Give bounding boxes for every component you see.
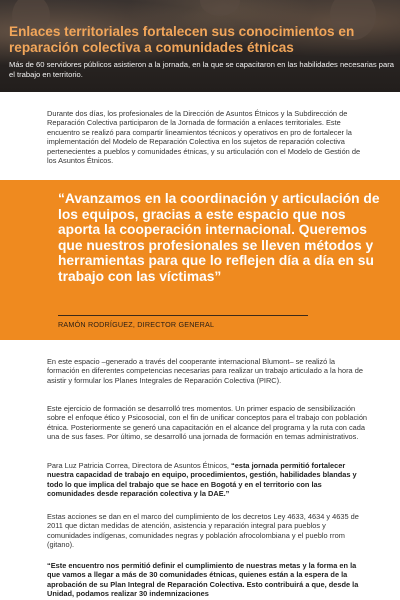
body-paragraph: Estas acciones se dan en el marco del cumplimiento de los decretos Ley 4633, 4634 y 4635 de 2011 que dictan medidas de atención, asistencia y reparación integral para pueblos y comunidades indígenas, comunidades negras y población afrocolombiana y el pueblo rrom (gitano). (47, 512, 359, 550)
body-paragraph-quote (47, 461, 369, 499)
article-title: Enlaces territoriales fortalecen sus conocimientos en reparación colectiva a comunidades étnicas (9, 24, 355, 55)
hero-banner (0, 0, 400, 92)
paragraph-bold-quote: “esta jornada permitió fortalecer nuestra capacidad de trabajo en equipo, procedimientos, gestión, habilidades blandas y todo lo que implica del trabajo que se hace en Bogotá y en el territorio con las comunidades desde reparación colectiva y la DAE.” (47, 461, 357, 499)
article-subtitle: Más de 60 servidores públicos asistieron a la jornada, en la que se capacitaron en las habilidades necesarias para el trabajo en territorio. (9, 60, 394, 79)
body-paragraph: En este espacio –generado a través del cooperante internacional Blumont– se realizó la formación en diferentes competencias necesarias para realizar un trabajo articulado a la hora de asistir y formular los Planes Integrales de Reparación Colectiva (PIRC). (47, 357, 363, 385)
intro-paragraph: Durante dos días, los profesionales de la Dirección de Asuntos Étnicos y la Subdirección de Reparación Colectiva participaron de la Jornada de formación a enlaces territoriales. Este encuentro se realizó para compartir lineamientos técnicos y operativos en pro de fortalecer la implementación del Modelo de Reparación Colectiva en los sujetos de reparación colectiva pertenecientes a pueblos y comunidades étnicas, y su articulación con el Modelo de Gestión de los Asuntos Étnicos. (47, 109, 361, 166)
hero-photo-figure (200, 0, 240, 16)
body-paragraph-quote (47, 561, 369, 599)
paragraph-bold-quote: “Este encuentro nos permitió definir el cumplimiento de nuestras metas y la forma en la que vamos a llegar a más de 30 comunidades étnicas, quienes están a la espera de la aprobación de su Plan Integral de Reparación Colectiva. Esto contribuirá a que, desde la Unidad, podamos realizar 30 indemnizaciones (47, 561, 359, 599)
paragraph-text: Para Luz Patricia Correa, Directora de Asuntos Étnicos, (47, 461, 232, 470)
quote-author: RAMÓN RODRÍGUEZ, DIRECTOR GENERAL (58, 320, 215, 329)
quote-divider (58, 315, 308, 316)
pull-quote-text: “Avanzamos en la coordinación y articulación de los equipos, gracias a este espacio que nos aporta la cooperación internacional. Queremos que nuestros profesionales se lleven métodos y herramientas para que lo reflejen día a día en su trabajo con las víctimas” (58, 191, 380, 284)
body-paragraph: Este ejercicio de formación se desarrolló tres momentos. Un primer espacio de sensibilización sobre el enfoque ético y Psicosocial, con el fin de unificar conceptos para el trabajo con población étnica. Posteriormente se generó una capacitación en el alcance del programa y la ruta con cada una de sus fases. Por último, se desarrolló una jornada de formación en temas administrativos. (47, 404, 368, 442)
